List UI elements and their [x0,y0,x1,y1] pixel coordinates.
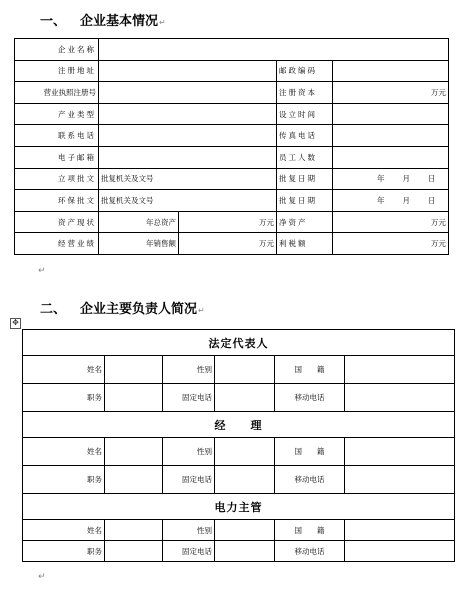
table-row [15,146,449,168]
gender-field[interactable] [215,356,275,384]
reg-capital-label: 注册资本 [277,82,333,104]
setup-time-label: 设立时间 [277,103,333,125]
position-field[interactable] [105,541,163,562]
project-approval-date-field[interactable]: 年 月 日 [333,168,449,190]
project-approval-label: 立项批文 [15,168,99,190]
name-label: 姓名 [23,438,105,466]
paragraph-mark: ↵ [38,572,46,582]
mobile-label: 移动电话 [275,466,345,494]
sales-label: 年销售额 [99,233,179,255]
landline-label: 固定电话 [163,384,215,412]
env-approval-date-field[interactable]: 年 月 日 [333,190,449,212]
profit-label: 利税额 [277,233,333,255]
table-row [23,541,455,562]
table-row [23,466,455,494]
table-row [15,233,449,255]
table-row [15,103,449,125]
landline-field[interactable] [215,541,275,562]
table-row [15,82,449,104]
setup-time-field[interactable] [333,103,449,125]
phone-label: 联系电话 [15,125,99,147]
env-approval-label: 环保批文 [15,190,99,212]
project-approval-date-label: 批复日期 [277,168,333,190]
nationality-field[interactable] [345,520,455,541]
nationality-label: 国 籍 [275,356,345,384]
postcode-field[interactable] [333,60,449,82]
assets-label: 资产现状 [15,211,99,233]
reg-address-field[interactable] [99,60,277,82]
email-field[interactable] [99,146,277,168]
mobile-field[interactable] [345,384,455,412]
table-row [15,39,449,61]
staff-field[interactable] [333,146,449,168]
email-label: 电子邮箱 [15,146,99,168]
table-move-handle-icon[interactable]: ✥ [10,318,21,329]
fax-field[interactable] [333,125,449,147]
profit-unit: 万元 [333,233,449,255]
table-row [15,190,449,212]
nationality-label: 国 籍 [275,438,345,466]
paragraph-mark: ↵ [38,266,46,276]
reg-capital-unit: 万元 [333,82,449,104]
landline-label: 固定电话 [163,541,215,562]
name-field[interactable] [105,356,163,384]
position-field[interactable] [105,384,163,412]
position-label: 职务 [23,384,105,412]
reg-address-label: 注册地址 [15,60,99,82]
project-approval-org-label: 批复机关及文号 [99,168,277,190]
position-label: 职务 [23,466,105,494]
phone-field[interactable] [99,125,277,147]
business-label: 经营业绩 [15,233,99,255]
table-row [23,438,455,466]
gender-label: 性别 [163,438,215,466]
nationality-field[interactable] [345,438,455,466]
name-label: 姓名 [23,356,105,384]
license-no-label: 营业执照注册号 [15,82,99,104]
net-assets-unit: 万元 [333,211,449,233]
gender-field[interactable] [215,520,275,541]
table-row [23,412,455,438]
total-assets-label: 年总资产 [99,211,179,233]
gender-label: 性别 [163,520,215,541]
manager-title: 经 理 [23,412,455,438]
net-assets-label: 净资产 [277,211,333,233]
env-approval-date-label: 批复日期 [277,190,333,212]
table-row [15,211,449,233]
table-row [23,494,455,520]
table-row [23,384,455,412]
staff-label: 员工人数 [277,146,333,168]
postcode-label: 邮政编码 [277,60,333,82]
paragraph-mark: ↵ [159,18,166,27]
mobile-label: 移动电话 [275,384,345,412]
name-field[interactable] [105,520,163,541]
people-table [22,329,455,562]
section-2-title: 企业主要负责人简况 [80,302,198,317]
table-row [23,520,455,541]
industry-label: 产业类型 [15,103,99,125]
landline-field[interactable] [215,466,275,494]
company-name-label: 企业名称 [15,39,99,61]
mobile-label: 移动电话 [275,541,345,562]
position-field[interactable] [105,466,163,494]
paragraph-mark: ↵ [198,306,205,315]
fax-label: 传真电话 [277,125,333,147]
section-2-heading [40,298,205,317]
gender-label: 性别 [163,356,215,384]
legal-rep-title: 法定代表人 [23,330,455,356]
mobile-field[interactable] [345,541,455,562]
mobile-field[interactable] [345,466,455,494]
section-2-number: 二、 [40,302,67,317]
env-approval-org-label: 批复机关及文号 [99,190,277,212]
total-assets-unit: 万元 [179,211,277,233]
table-row [15,168,449,190]
section-1-heading [40,10,166,29]
power-manager-title: 电力主管 [23,494,455,520]
name-field[interactable] [105,438,163,466]
section-1-title: 企业基本情况 [80,14,159,29]
industry-field[interactable] [99,103,277,125]
table-row [15,60,449,82]
sales-unit: 万元 [179,233,277,255]
table-row [23,356,455,384]
table-row [15,125,449,147]
landline-field[interactable] [215,384,275,412]
nationality-field[interactable] [345,356,455,384]
name-label: 姓名 [23,520,105,541]
basic-info-table [14,38,449,255]
company-name-field[interactable] [99,39,449,61]
table-row [23,330,455,356]
nationality-label: 国 籍 [275,520,345,541]
gender-field[interactable] [215,438,275,466]
section-1-number: 一、 [40,14,67,29]
license-no-field[interactable] [99,82,277,104]
position-label: 职务 [23,541,105,562]
landline-label: 固定电话 [163,466,215,494]
